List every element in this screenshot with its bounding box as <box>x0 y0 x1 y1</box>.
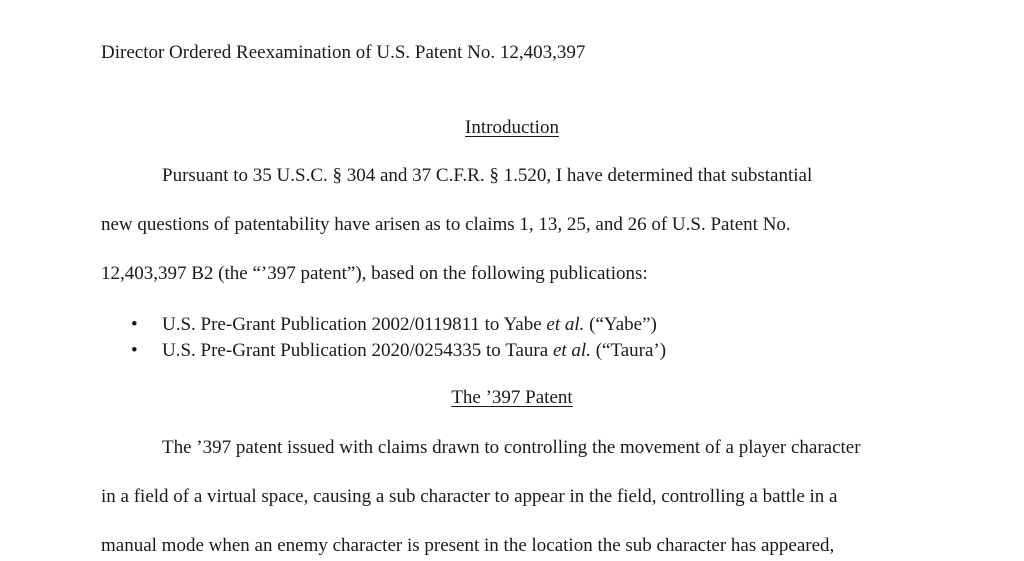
publication-text: U.S. Pre-Grant Publication 2002/0119811 to Yabe <box>162 314 547 335</box>
publication-shortname: (“Yabe”) <box>584 314 657 335</box>
bullet-icon: • <box>131 314 138 335</box>
patent-section-heading: The ’397 Patent <box>451 387 573 408</box>
introduction-line-3: 12,403,397 B2 (the “’397 patent”), based on the following publications: <box>101 263 648 284</box>
publication-text: U.S. Pre-Grant Publication 2020/0254335 to Taura <box>162 340 553 361</box>
publication-item-yabe <box>162 314 657 336</box>
bullet-icon: • <box>131 340 138 361</box>
document-title: Director Ordered Reexamination of U.S. Patent No. 12,403,397 <box>101 42 586 63</box>
introduction-heading: Introduction <box>465 117 559 138</box>
patent-line-2: in a field of a virtual space, causing a sub character to appear in the field, controlling a battle in a <box>101 486 838 507</box>
publication-etal: et al. <box>552 340 591 361</box>
patent-line-1: The ’397 patent issued with claims drawn to controlling the movement of a player character <box>162 437 861 458</box>
introduction-line-2: new questions of patentability have arisen as to claims 1, 13, 25, and 26 of U.S. Patent No. <box>101 214 791 235</box>
publication-shortname: (“Taura’) <box>590 340 667 361</box>
patent-line-3: manual mode when an enemy character is present in the location the sub character has appeared, <box>101 535 835 556</box>
publication-item-taura <box>162 340 666 362</box>
publication-etal: et al. <box>546 314 585 335</box>
introduction-line-1: Pursuant to 35 U.S.C. § 304 and 37 C.F.R. § 1.520, I have determined that substantial <box>162 165 813 186</box>
